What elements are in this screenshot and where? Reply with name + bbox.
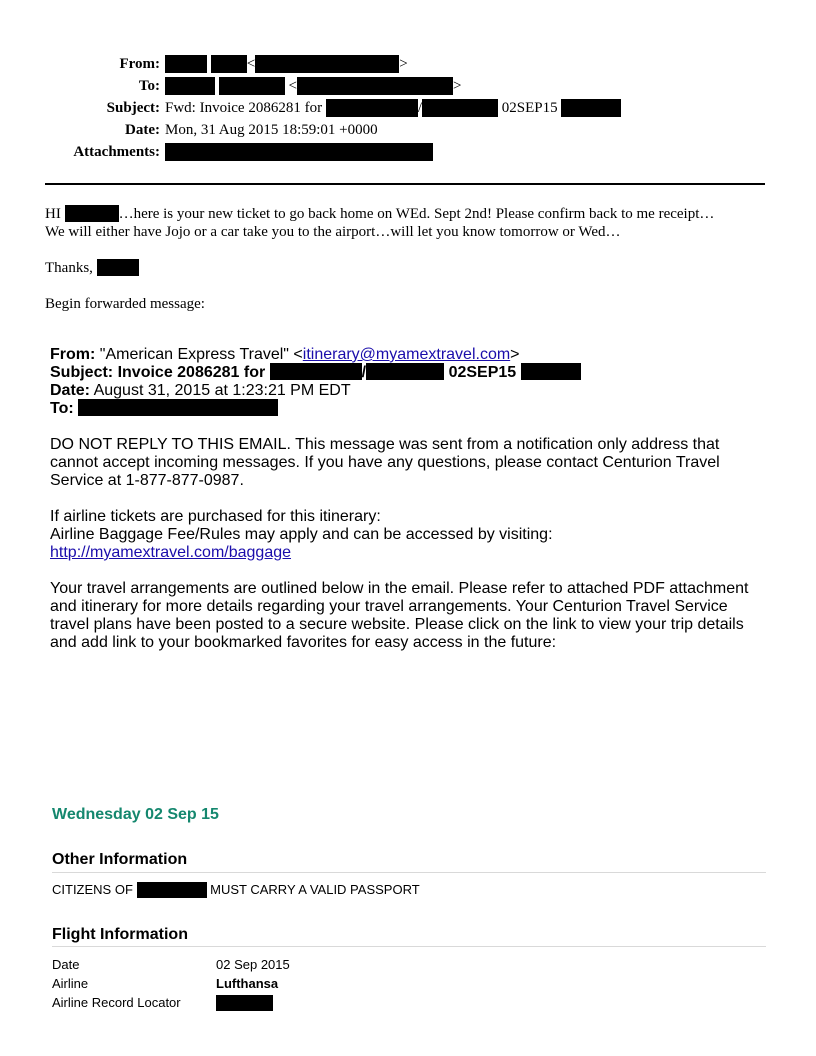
greeting: HI — [45, 206, 61, 222]
subject-value — [165, 98, 621, 118]
fwd-to-row — [50, 400, 278, 418]
notice-paragraph-2 — [50, 508, 770, 562]
message-line-2: We will either have Jojo or a car take you to the airport…will let you know tomorrow or Wed… — [45, 224, 621, 240]
redacted-block — [78, 399, 278, 416]
subject-prefix: Fwd: Invoice 2086281 for — [165, 100, 323, 116]
redacted-block — [521, 363, 581, 380]
other-info-divider — [52, 872, 766, 873]
fwd-from-email-link[interactable]: itinerary@myamextravel.com — [302, 346, 511, 363]
header-divider — [45, 183, 765, 185]
begin-forwarded: Begin forwarded message: — [45, 296, 205, 312]
flight-info-divider — [52, 946, 766, 947]
redacted-block — [65, 205, 119, 222]
redacted-block — [366, 363, 444, 380]
redacted-block — [216, 995, 273, 1011]
redacted-block — [561, 99, 621, 117]
from-gt: > — [399, 56, 408, 72]
fwd-subject-prefix: Invoice 2086281 for — [117, 364, 266, 381]
flight-row-locator-value — [216, 995, 273, 1011]
attachments-value[interactable] — [165, 142, 433, 162]
fwd-from-row — [50, 346, 520, 364]
header-date-row — [0, 120, 816, 140]
header-attachments-row — [0, 142, 816, 162]
redacted-block — [137, 882, 207, 898]
header-from-row — [0, 54, 816, 74]
message-line-1 — [45, 205, 714, 223]
redacted-attachment — [165, 143, 433, 161]
fwd-subject-row — [50, 364, 581, 382]
from-lt: < — [246, 56, 256, 72]
citizens-prefix: CITIZENS OF — [52, 882, 133, 897]
redacted-block — [165, 55, 207, 73]
fwd-subject-slash: / — [361, 364, 367, 381]
flight-info-title: Flight Information — [52, 926, 188, 943]
to-label: To: — [138, 78, 160, 94]
to-value — [165, 76, 461, 96]
message-line-1-text: …here is your new ticket to go back home on WEd. Sept 2nd! Please confirm back to me receipt… — [118, 206, 715, 222]
from-value — [165, 54, 408, 74]
subject-label: Subject: — [106, 100, 160, 116]
flight-row-locator-label: Airline Record Locator — [52, 995, 181, 1010]
to-gt: > — [452, 78, 462, 94]
flight-row-date-value: 02 Sep 2015 — [216, 957, 290, 972]
citizens-suffix: MUST CARRY A VALID PASSPORT — [210, 882, 420, 897]
thanks-line — [45, 259, 139, 277]
header-to-row — [0, 76, 816, 96]
header-subject-row — [0, 98, 816, 118]
fwd-from-label: From: — [50, 346, 96, 363]
date-label: Date: — [125, 122, 160, 138]
baggage-link[interactable]: http://myamextravel.com/baggage — [50, 544, 292, 561]
redacted-block — [97, 259, 139, 276]
redacted-block — [219, 77, 285, 95]
fwd-subject-date: 02SEP15 — [448, 364, 517, 381]
redacted-block — [422, 99, 498, 117]
subject-date: 02SEP15 — [501, 100, 558, 116]
notice-paragraph-1: DO NOT REPLY TO THIS EMAIL. This message was sent from a notification only address that cannot accept incoming messages. If you have any questions, please contact Centurion Travel Service at 1-877-877-0987. — [50, 436, 720, 489]
date-value: Mon, 31 Aug 2015 18:59:01 +0000 — [165, 122, 378, 138]
thanks-text: Thanks, — [45, 260, 93, 276]
fwd-date-row — [50, 382, 351, 400]
other-info-title: Other Information — [52, 851, 188, 868]
flight-row-airline-value: Lufthansa — [216, 976, 279, 991]
from-label: From: — [119, 56, 160, 72]
baggage-line-2: Airline Baggage Fee/Rules may apply and can be accessed by visiting: — [50, 526, 553, 543]
to-lt: < — [288, 78, 297, 94]
notice-paragraph-3: Your travel arrangements are outlined below in the email. Please refer to attached PDF attachment and itinerary for more details regarding your travel arrangements. Your Centurion Travel Service travel plans have been posted to a secure website. Please click on the link to view your trip details and add link to your bookmarked favorites for easy access in the future: — [50, 580, 749, 651]
redacted-block — [211, 55, 247, 73]
fwd-to-label: To: — [50, 400, 74, 417]
redacted-block — [326, 99, 418, 117]
fwd-from-gt: > — [510, 346, 520, 363]
flight-row-airline-label: Airline — [52, 976, 89, 991]
fwd-date-value: August 31, 2015 at 1:23:21 PM EDT — [93, 382, 351, 399]
redacted-block — [165, 77, 215, 95]
flight-row-date-label: Date — [52, 957, 80, 972]
redacted-block — [270, 363, 362, 380]
fwd-from-name: "American Express Travel" < — [99, 346, 303, 363]
day-heading: Wednesday 02 Sep 15 — [52, 806, 219, 823]
baggage-line-1: If airline tickets are purchased for this itinerary: — [50, 508, 381, 525]
subject-slash: / — [417, 100, 422, 116]
fwd-subject-label: Subject: — [50, 364, 114, 381]
attachments-label: Attachments: — [73, 144, 160, 160]
citizens-line — [52, 882, 420, 898]
fwd-date-label: Date: — [50, 382, 91, 399]
redacted-block — [297, 77, 453, 95]
redacted-block — [255, 55, 399, 73]
